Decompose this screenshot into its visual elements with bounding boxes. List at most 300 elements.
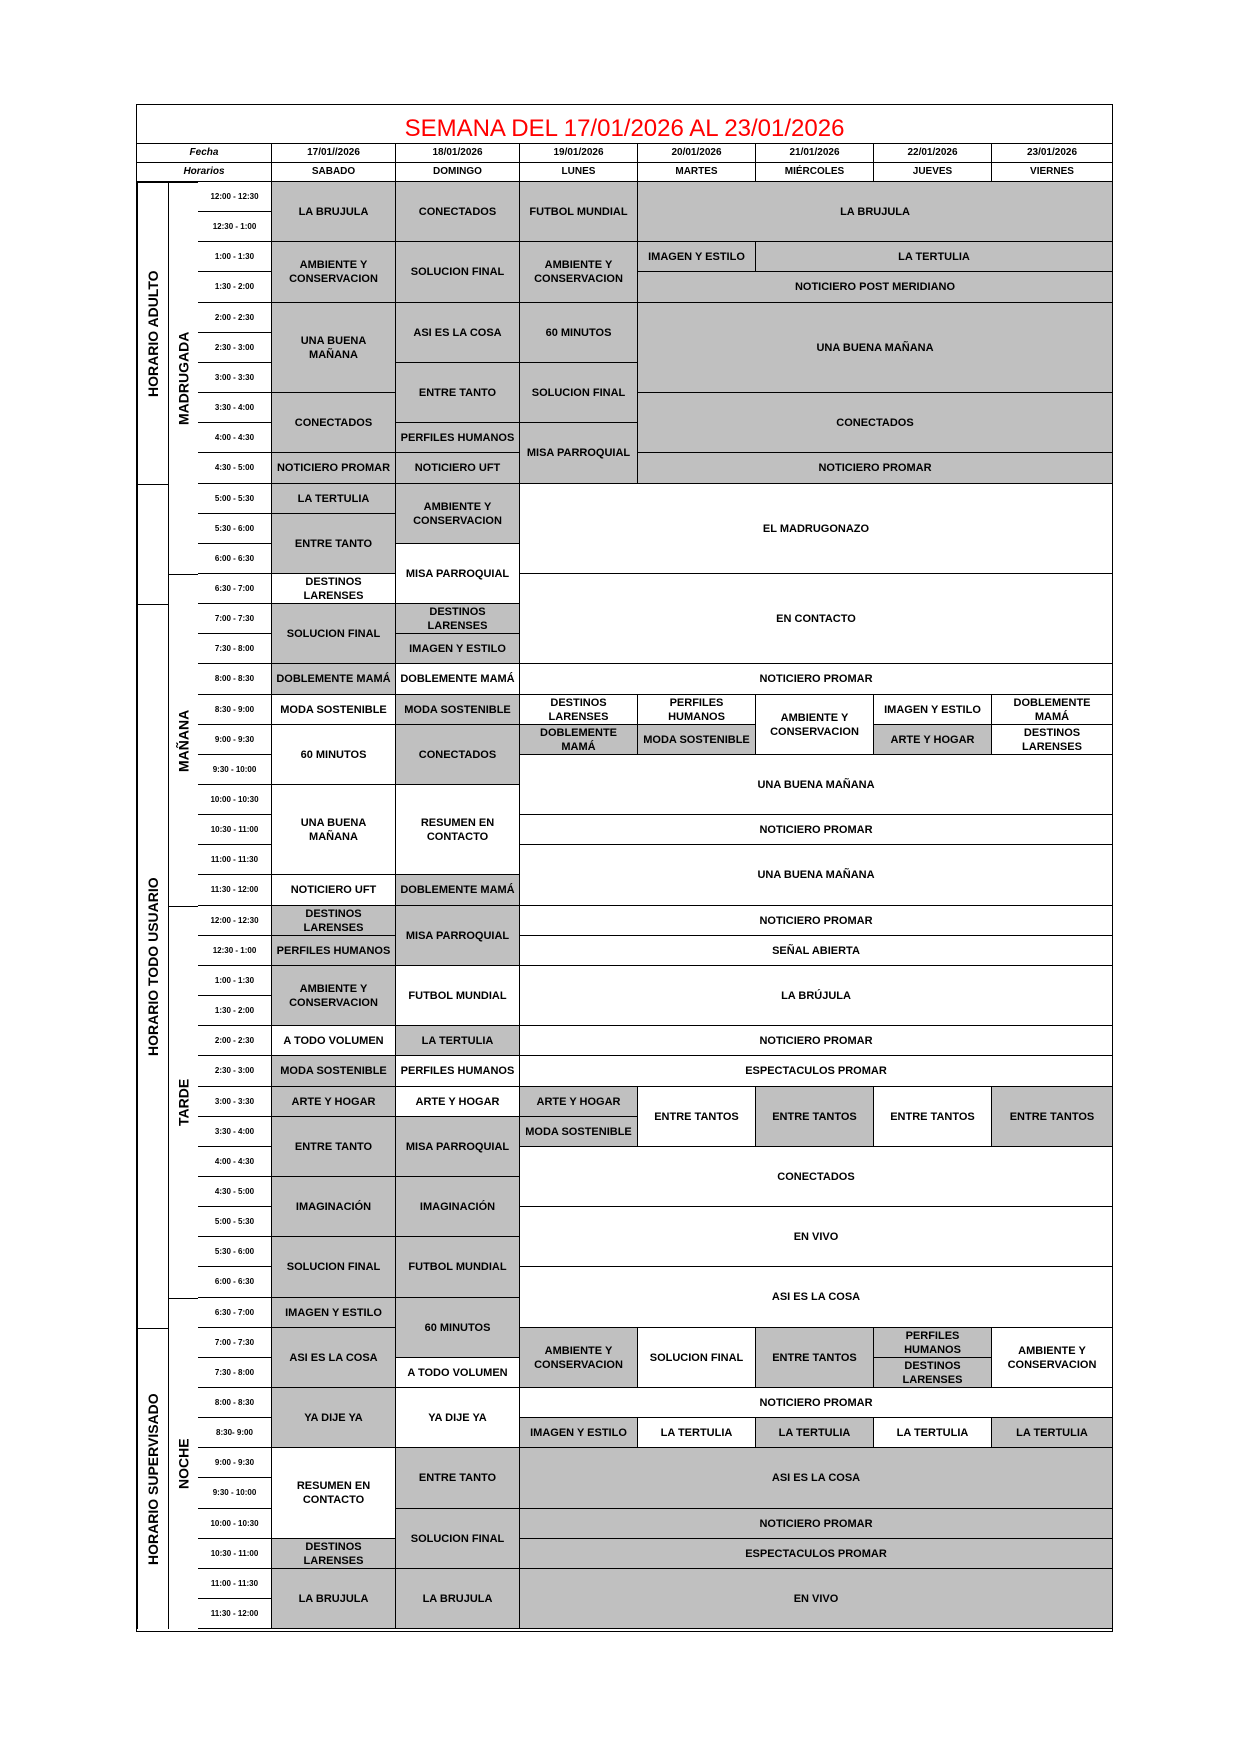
program-title: NOTICIERO PROMAR (759, 1517, 873, 1530)
program-cell (272, 906, 396, 936)
program-cell (272, 453, 396, 484)
program-cell (272, 574, 396, 604)
time-slot: 9:00 - 9:30 (198, 1448, 272, 1478)
program-cell (756, 695, 874, 755)
program-cell (520, 303, 638, 363)
fecha-label (137, 144, 272, 163)
time-slot: 1:00 - 1:30 (198, 242, 272, 272)
program-cell (520, 484, 1113, 574)
program-cell (272, 1298, 396, 1328)
time-slot: 6:00 - 6:30 (198, 544, 272, 574)
program-title: MISA PARROQUIAL (405, 567, 510, 580)
program-title: ENTRE TANTO (294, 537, 373, 550)
time-slot: 6:00 - 6:30 (198, 1267, 272, 1298)
program-cell (396, 423, 520, 453)
program-title: NOTICIERO PROMAR (759, 1396, 873, 1409)
program-title: DOBLEMENTE MAMÁ (400, 673, 515, 685)
program-title: NOTICIERO PROMAR (759, 823, 873, 836)
program-title: AMBIENTE Y CONSERVACION (770, 711, 859, 738)
day-header: DOMINGO (396, 163, 520, 182)
program-title: NOTICIERO PROMAR (759, 914, 873, 927)
program-title: 60 MINUTOS (424, 1321, 491, 1334)
program-title: LA TERTULIA (778, 1426, 851, 1439)
time-slot: 9:00 - 9:30 (198, 725, 272, 755)
program-title: CONECTADOS (294, 416, 373, 429)
program-title: SEÑAL ABIERTA (772, 944, 860, 957)
program-cell (756, 242, 1113, 272)
program-cell (272, 875, 396, 906)
program-cell (874, 725, 992, 755)
program-cell (396, 1056, 520, 1087)
program-title: DESTINOS LARENSES (902, 1359, 963, 1386)
program-title: DESTINOS LARENSES (1022, 726, 1082, 753)
program-title: LA BRÚJULA (781, 989, 851, 1002)
day-header: LUNES (520, 163, 638, 182)
program-title: FUTBOL MUNDIAL (529, 205, 628, 218)
program-cell (396, 725, 520, 785)
time-slot: 12:30 - 1:00 (198, 212, 272, 242)
program-title: ENTRE TANTOS (1009, 1110, 1095, 1123)
time-slot: 2:30 - 3:00 (198, 1056, 272, 1087)
program-cell (396, 1509, 520, 1569)
program-title: MODA SOSTENIBLE (643, 733, 750, 746)
program-title: DESTINOS LARENSES (303, 575, 364, 602)
program-cell (756, 1328, 874, 1388)
program-cell (272, 936, 396, 966)
program-cell (272, 393, 396, 453)
program-title: ENTRE TANTO (418, 1472, 497, 1484)
program-title: NOTICIERO UFT (290, 884, 377, 896)
time-slot: 4:00 - 4:30 (198, 1147, 272, 1177)
program-title: NOTICIERO PROMAR (276, 462, 391, 474)
period-label: MAÑANA (168, 574, 198, 906)
program-cell (638, 453, 1113, 484)
program-cell (520, 725, 638, 755)
program-title: SOLUCION FINAL (286, 627, 381, 640)
day-header: MARTES (638, 163, 756, 182)
program-title: IMAGINACIÓN (419, 1200, 496, 1213)
program-cell (272, 1177, 396, 1237)
program-title: LA BRUJULA (422, 1592, 493, 1605)
program-title: DOBLEMENTE MAMÁ (276, 673, 391, 685)
program-title: ENTRE TANTOS (890, 1110, 975, 1123)
program-title: EL MADRUGONAZO (762, 522, 870, 535)
period-label: NOCHE (168, 1298, 198, 1629)
program-title: EN VIVO (793, 1230, 839, 1243)
program-title: ARTE Y HOGAR (415, 1095, 500, 1108)
program-cell (520, 574, 1113, 664)
program-title: LA TERTULIA (297, 492, 370, 505)
program-cell (992, 725, 1113, 755)
program-cell (520, 1087, 638, 1117)
program-cell (638, 242, 756, 272)
program-cell (272, 514, 396, 574)
time-slot: 12:30 - 1:00 (198, 936, 272, 966)
program-cell (992, 1328, 1113, 1388)
program-title: SOLUCION FINAL (286, 1261, 381, 1273)
program-title: UNA BUENA MAÑANA (300, 816, 367, 843)
program-cell (396, 1237, 520, 1298)
program-title: ARTE Y HOGAR (291, 1095, 376, 1108)
program-title: ARTE Y HOGAR (890, 733, 975, 746)
time-slot: 11:30 - 12:00 (198, 1599, 272, 1629)
date-header: 18/01/2026 (396, 144, 520, 163)
program-title: ASI ES LA COSA (771, 1291, 861, 1303)
date-header: 22/01/2026 (874, 144, 992, 163)
time-slot: 5:00 - 5:30 (198, 484, 272, 514)
horarios-label (137, 163, 272, 182)
program-cell (520, 906, 1113, 936)
program-cell (272, 785, 396, 875)
program-cell (992, 1418, 1113, 1448)
program-cell (396, 1117, 520, 1177)
program-title: UNA BUENA MAÑANA (757, 778, 875, 791)
program-cell (272, 1569, 396, 1629)
program-cell (638, 272, 1113, 303)
program-title: AMBIENTE Y CONSERVACION (289, 259, 378, 285)
program-title: DOBLEMENTE MAMÁ (540, 726, 617, 753)
program-title: AMBIENTE Y CONSERVACION (289, 982, 378, 1009)
program-title: MODA SOSTENIBLE (280, 703, 387, 716)
program-cell (520, 242, 638, 303)
program-title: LA TERTULIA (660, 1426, 733, 1439)
program-cell (520, 1207, 1113, 1267)
program-title: LA BRUJULA (298, 1592, 369, 1605)
program-cell (272, 1087, 396, 1117)
program-title: ESPECTACULOS PROMAR (745, 1547, 887, 1560)
program-title: UNA BUENA MAÑANA (816, 341, 934, 354)
time-slot: 11:30 - 12:00 (198, 875, 272, 906)
program-cell (520, 1388, 1113, 1418)
horarios-label-text: Horarios (183, 166, 225, 177)
program-title: EN VIVO (793, 1592, 839, 1605)
program-cell (272, 303, 396, 393)
program-title: ASI ES LA COSA (413, 326, 502, 339)
program-title: AMBIENTE Y CONSERVACION (534, 1344, 623, 1371)
program-cell (396, 634, 520, 664)
time-slot: 11:00 - 11:30 (198, 1569, 272, 1599)
program-title: ENTRE TANTO (294, 1140, 373, 1153)
time-slot: 6:30 - 7:00 (198, 574, 272, 604)
time-slot: 11:00 - 11:30 (198, 845, 272, 875)
time-slot: 8:30- 9:00 (198, 1418, 272, 1448)
program-cell (396, 785, 520, 875)
program-cell (272, 1117, 396, 1177)
program-title: PERFILES HUMANOS (400, 431, 515, 444)
time-slot: 2:00 - 2:30 (198, 303, 272, 333)
program-cell (396, 484, 520, 544)
program-title: ASI ES LA COSA (771, 1472, 861, 1484)
time-slot: 7:00 - 7:30 (198, 604, 272, 634)
program-cell (520, 1418, 638, 1448)
program-cell (874, 1328, 992, 1358)
date-header: 23/01/2026 (992, 144, 1113, 163)
program-title: LA TERTULIA (421, 1034, 494, 1047)
time-slot: 10:00 - 10:30 (198, 785, 272, 815)
time-slot: 7:30 - 8:00 (198, 634, 272, 664)
program-title: SOLUCION FINAL (410, 266, 505, 278)
time-slot: 1:00 - 1:30 (198, 966, 272, 996)
program-title: RESUMEN EN CONTACTO (420, 816, 495, 843)
schedule-sheet (136, 104, 1113, 1632)
program-cell (272, 1388, 396, 1448)
program-cell (874, 1418, 992, 1448)
program-cell (272, 1448, 396, 1539)
program-title: SOLUCION FINAL (531, 386, 626, 399)
program-cell (396, 1388, 520, 1448)
program-title: PERFILES HUMANOS (668, 696, 725, 723)
program-title: FUTBOL MUNDIAL (408, 1261, 507, 1273)
program-cell (272, 725, 396, 785)
program-title: ASI ES LA COSA (289, 1351, 378, 1364)
program-title: AMBIENTE Y CONSERVACION (1007, 1344, 1097, 1371)
time-slot: 12:00 - 12:30 (198, 182, 272, 212)
program-title: PERFILES HUMANOS (400, 1065, 515, 1077)
program-cell (520, 845, 1113, 906)
program-title: YA DIJE YA (428, 1411, 487, 1424)
program-cell (272, 604, 396, 664)
program-title: NOTICIERO PROMAR (759, 1034, 873, 1047)
program-title: EN CONTACTO (776, 612, 856, 625)
section-label (137, 484, 168, 604)
program-title: UNA BUENA MAÑANA (300, 334, 367, 361)
program-cell (396, 303, 520, 363)
program-title: AMBIENTE Y CONSERVACION (413, 500, 502, 527)
program-title: LA BRUJULA (298, 205, 369, 218)
program-cell (396, 664, 520, 695)
program-title: YA DIJE YA (304, 1411, 363, 1424)
program-cell (520, 1509, 1113, 1539)
program-title: DESTINOS LARENSES (303, 907, 364, 934)
day-header: SABADO (272, 163, 396, 182)
program-cell (272, 1026, 396, 1056)
program-title: SOLUCION FINAL (649, 1351, 744, 1364)
program-cell (396, 363, 520, 423)
time-slot: 4:30 - 5:00 (198, 453, 272, 484)
time-slot: 3:00 - 3:30 (198, 1087, 272, 1117)
program-title: ENTRE TANTO (418, 386, 497, 399)
program-title: CONECTADOS (418, 205, 497, 218)
program-title: A TODO VOLUMEN (407, 1366, 508, 1379)
program-cell (396, 242, 520, 303)
program-cell (520, 1117, 638, 1147)
program-cell (638, 1418, 756, 1448)
program-cell (520, 695, 638, 725)
program-cell (396, 966, 520, 1026)
program-title: DESTINOS LARENSES (427, 605, 488, 632)
program-cell (520, 1539, 1113, 1569)
period-label: MADRUGADA (168, 182, 198, 574)
section-label: HORARIO TODO USUARIO (137, 604, 168, 1328)
program-title: A TODO VOLUMEN (283, 1034, 384, 1047)
program-title: RESUMEN EN CONTACTO (296, 1480, 371, 1506)
program-cell (520, 664, 1113, 695)
program-cell (520, 1328, 638, 1388)
program-cell (520, 966, 1113, 1026)
program-title: MISA PARROQUIAL (405, 1140, 510, 1153)
time-slot: 7:30 - 8:00 (198, 1358, 272, 1388)
program-title: MISA PARROQUIAL (405, 929, 510, 942)
program-cell (520, 1569, 1113, 1629)
time-slot: 5:30 - 6:00 (198, 514, 272, 544)
program-cell (992, 695, 1113, 725)
program-title: DOBLEMENTE MAMÁ (1013, 696, 1091, 723)
day-header: JUEVES (874, 163, 992, 182)
program-title: PERFILES HUMANOS (276, 944, 391, 957)
period-label: TARDE (168, 906, 198, 1298)
program-title: ENTRE TANTOS (772, 1110, 857, 1123)
program-title: IMAGEN Y ESTILO (648, 250, 745, 263)
program-cell (272, 966, 396, 1026)
time-slot: 1:30 - 2:00 (198, 996, 272, 1026)
program-title: IMAGEN Y ESTILO (884, 703, 981, 716)
program-cell (874, 1087, 992, 1147)
program-title: LA TERTULIA (898, 250, 970, 263)
program-cell (520, 936, 1113, 966)
program-cell (396, 1026, 520, 1056)
program-title: LA TERTULIA (1016, 1426, 1088, 1439)
program-cell (396, 544, 520, 604)
page-title: SEMANA DEL 17/01/2026 AL 23/01/2026 (137, 105, 1112, 144)
time-slot: 8:00 - 8:30 (198, 1388, 272, 1418)
time-slot: 12:00 - 12:30 (198, 906, 272, 936)
program-cell (520, 363, 638, 423)
program-cell (638, 1087, 756, 1147)
program-cell (272, 182, 396, 242)
program-title: ARTE Y HOGAR (536, 1095, 621, 1108)
time-slot: 8:00 - 8:30 (198, 664, 272, 695)
program-cell (396, 1298, 520, 1358)
program-cell (520, 1056, 1113, 1087)
program-title: PERFILES HUMANOS (904, 1329, 961, 1356)
program-title: 60 MINUTOS (545, 326, 612, 339)
program-cell (396, 695, 520, 725)
program-title: ESPECTACULOS PROMAR (745, 1065, 887, 1077)
program-cell (396, 1569, 520, 1629)
time-slot: 3:30 - 4:00 (198, 393, 272, 423)
program-title: NOTICIERO POST MERIDIANO (794, 281, 956, 293)
program-title: NOTICIERO UFT (414, 462, 501, 474)
program-cell (520, 815, 1113, 845)
program-title: IMAGEN Y ESTILO (285, 1306, 382, 1319)
program-cell (638, 1328, 756, 1388)
time-slot: 9:30 - 10:00 (198, 1478, 272, 1509)
program-cell (396, 182, 520, 242)
program-title: NOTICIERO PROMAR (759, 673, 873, 685)
program-title: NOTICIERO PROMAR (818, 462, 932, 474)
program-title: DOBLEMENTE MAMÁ (400, 884, 515, 896)
program-title: ENTRE TANTOS (772, 1351, 857, 1364)
program-cell (396, 453, 520, 484)
program-title: IMAGINACIÓN (295, 1200, 372, 1213)
program-cell (520, 1267, 1113, 1328)
program-cell (992, 1087, 1113, 1147)
date-header: 20/01/2026 (638, 144, 756, 163)
program-cell (396, 1358, 520, 1388)
program-title: SOLUCION FINAL (410, 1532, 505, 1545)
program-title: MODA SOSTENIBLE (404, 703, 511, 716)
program-cell (520, 1026, 1113, 1056)
program-cell (520, 1448, 1113, 1509)
time-slot: 8:30 - 9:00 (198, 695, 272, 725)
program-cell (756, 1087, 874, 1147)
program-title: ENTRE TANTOS (654, 1110, 739, 1123)
time-slot: 10:00 - 10:30 (198, 1509, 272, 1539)
time-slot: 3:00 - 3:30 (198, 363, 272, 393)
program-cell (756, 1418, 874, 1448)
time-slot: 3:30 - 4:00 (198, 1117, 272, 1147)
program-title: LA BRUJULA (840, 205, 910, 218)
program-cell (272, 664, 396, 695)
program-title: IMAGEN Y ESTILO (409, 642, 506, 655)
program-cell (874, 1358, 992, 1388)
program-cell (396, 1087, 520, 1117)
program-cell (520, 423, 638, 484)
program-cell (272, 695, 396, 725)
program-title: UNA BUENA MAÑANA (757, 869, 875, 881)
time-slot: 5:00 - 5:30 (198, 1207, 272, 1237)
program-cell (272, 484, 396, 514)
program-title: DESTINOS LARENSES (548, 696, 609, 723)
time-slot: 2:00 - 2:30 (198, 1026, 272, 1056)
time-slot: 1:30 - 2:00 (198, 272, 272, 303)
program-cell (638, 695, 756, 725)
program-cell (272, 1539, 396, 1569)
date-header: 21/01/2026 (756, 144, 874, 163)
time-slot: 10:30 - 11:00 (198, 1539, 272, 1569)
program-title: MODA SOSTENIBLE (525, 1125, 632, 1138)
program-title: AMBIENTE Y CONSERVACION (534, 259, 623, 285)
program-cell (272, 1328, 396, 1388)
program-title: CONECTADOS (836, 416, 914, 429)
program-cell (396, 906, 520, 966)
program-title: DESTINOS LARENSES (303, 1540, 364, 1567)
time-slot: 4:00 - 4:30 (198, 423, 272, 453)
program-cell (396, 1177, 520, 1237)
program-cell (272, 242, 396, 303)
time-slot: 9:30 - 10:00 (198, 755, 272, 785)
section-label: HORARIO SUPERVISADO (137, 1328, 168, 1629)
program-title: 60 MINUTOS (300, 748, 367, 761)
program-title: MISA PARROQUIAL (526, 447, 631, 459)
program-title: MODA SOSTENIBLE (280, 1065, 387, 1077)
program-cell (874, 695, 992, 725)
fecha-label-text: Fecha (189, 147, 219, 158)
program-title: LA TERTULIA (896, 1426, 969, 1439)
section-label: HORARIO ADULTO (137, 182, 168, 484)
day-header: VIERNES (992, 163, 1113, 182)
program-title: CONECTADOS (777, 1170, 855, 1183)
program-cell (638, 725, 756, 755)
program-cell (272, 1056, 396, 1087)
program-cell (396, 1448, 520, 1509)
program-cell (396, 875, 520, 906)
day-header: MIÉRCOLES (756, 163, 874, 182)
program-cell (520, 755, 1113, 815)
program-cell (396, 604, 520, 634)
time-slot: 7:00 - 7:30 (198, 1328, 272, 1358)
program-cell (272, 1237, 396, 1298)
time-slot: 2:30 - 3:00 (198, 333, 272, 363)
program-title: FUTBOL MUNDIAL (408, 989, 507, 1002)
date-header: 19/01/2026 (520, 144, 638, 163)
time-slot: 10:30 - 11:00 (198, 815, 272, 845)
program-cell (520, 182, 638, 242)
date-header: 17/01//2026 (272, 144, 396, 163)
time-slot: 4:30 - 5:00 (198, 1177, 272, 1207)
program-cell (638, 182, 1113, 242)
program-title: CONECTADOS (418, 748, 497, 761)
